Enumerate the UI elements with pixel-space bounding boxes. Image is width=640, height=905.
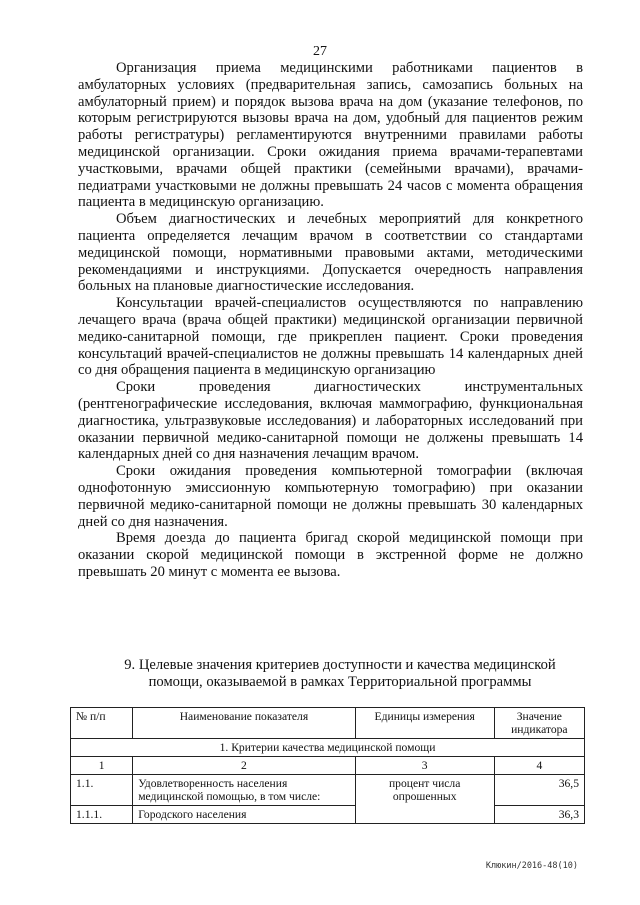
criteria-table: [70, 707, 585, 824]
paragraph: Организация приема медицинскими работниками пациентов в амбулаторных условиях (предварительная запись, самозапись больных на амбулаторный прием) и порядок вызова врача на дом (указание телефонов, по которым регистрируются вызовы врача на дом, удобный для пациентов режим работы регистратуры) регламентируются внутренними правилами работы медицинской организации. Сроки ожидания приема врачами-терапевтами участковыми, врачами общей практики (семейными врачами), врачами-педиатрами участковыми не должны превышать 24 часов с момента обращения пациента в медицинскую организацию.: [78, 60, 583, 211]
index-cell: 2: [133, 757, 355, 775]
table-header-row: [71, 708, 585, 739]
section-row-cell: 1. Критерии качества медицинской помощи: [71, 739, 585, 757]
table-row: [71, 806, 585, 824]
table-index-row: [71, 757, 585, 775]
header-cell-unit: Единицы измерения: [355, 708, 494, 739]
page-number: 27: [313, 44, 327, 59]
row-value-cell: 36,5: [494, 775, 584, 806]
row-value-cell: 36,3: [494, 806, 584, 824]
paragraph: Сроки ожидания проведения компьютерной томографии (включая однофотонную эмиссионную компьютерную томографию) при оказании первичной медико-санитарной помощи не должны превышать 30 календарных дней со дня назначения.: [78, 463, 583, 530]
index-cell: 3: [355, 757, 494, 775]
header-cell-name: Наименование показателя: [133, 708, 355, 739]
index-cell: 1: [71, 757, 133, 775]
row-name-cell: Городского населения: [133, 806, 355, 824]
table-section-row: [71, 739, 585, 757]
index-cell: 4: [494, 757, 584, 775]
row-number-cell: 1.1.: [71, 775, 133, 806]
header-cell-number: № п/п: [71, 708, 133, 739]
row-name-cell: Удовлетворенность населения медицинской помощью, в том числе:: [133, 775, 355, 806]
paragraph: Консультации врачей-специалистов осуществляются по направлению лечащего врача (врача общей практики) медицинской организации первичной медико-санитарной помощи, где прикреплен пациент. Сроки проведения консультаций врачей-специалистов не должны превышать 14 календарных дней со дня обращения пациента в медицинскую организацию: [78, 295, 583, 379]
row-number-cell: 1.1.1.: [71, 806, 133, 824]
paragraph: Объем диагностических и лечебных мероприятий для конкретного пациента определяется лечащим врачом в соответствии со стандартами медицинской помощи, нормативными правовыми актами, методическими рекомендациями и инструкциями. Допускается очередность направления больных на плановые диагностические исследования.: [78, 211, 583, 295]
header-cell-value: Значение индикатора: [494, 708, 584, 739]
section-heading: 9. Целевые значения критериев доступности и качества медицинской помощи, оказываемой в рамках Территориальной программы: [124, 657, 556, 690]
row-unit-cell: процент числа опрошенных: [355, 775, 494, 824]
table-row: [71, 775, 585, 806]
paragraph: Время доезда до пациента бригад скорой медицинской помощи при оказании скорой медицинской помощи в экстренной форме не должно превышать 20 минут с момента ее вызова.: [78, 530, 583, 580]
footer-document-code: Клюкин/2016-48(10): [485, 861, 578, 871]
paragraph: Сроки проведения диагностических инструментальных (рентгенографические исследования, включая маммографию, функциональная диагностика, ультразвуковые исследования) и лабораторных исследований при оказании первичной медико-санитарной помощи не должены превышать 14 календарных дней со дня назначения лечащим врачом.: [78, 379, 583, 463]
body-text: [78, 60, 583, 581]
